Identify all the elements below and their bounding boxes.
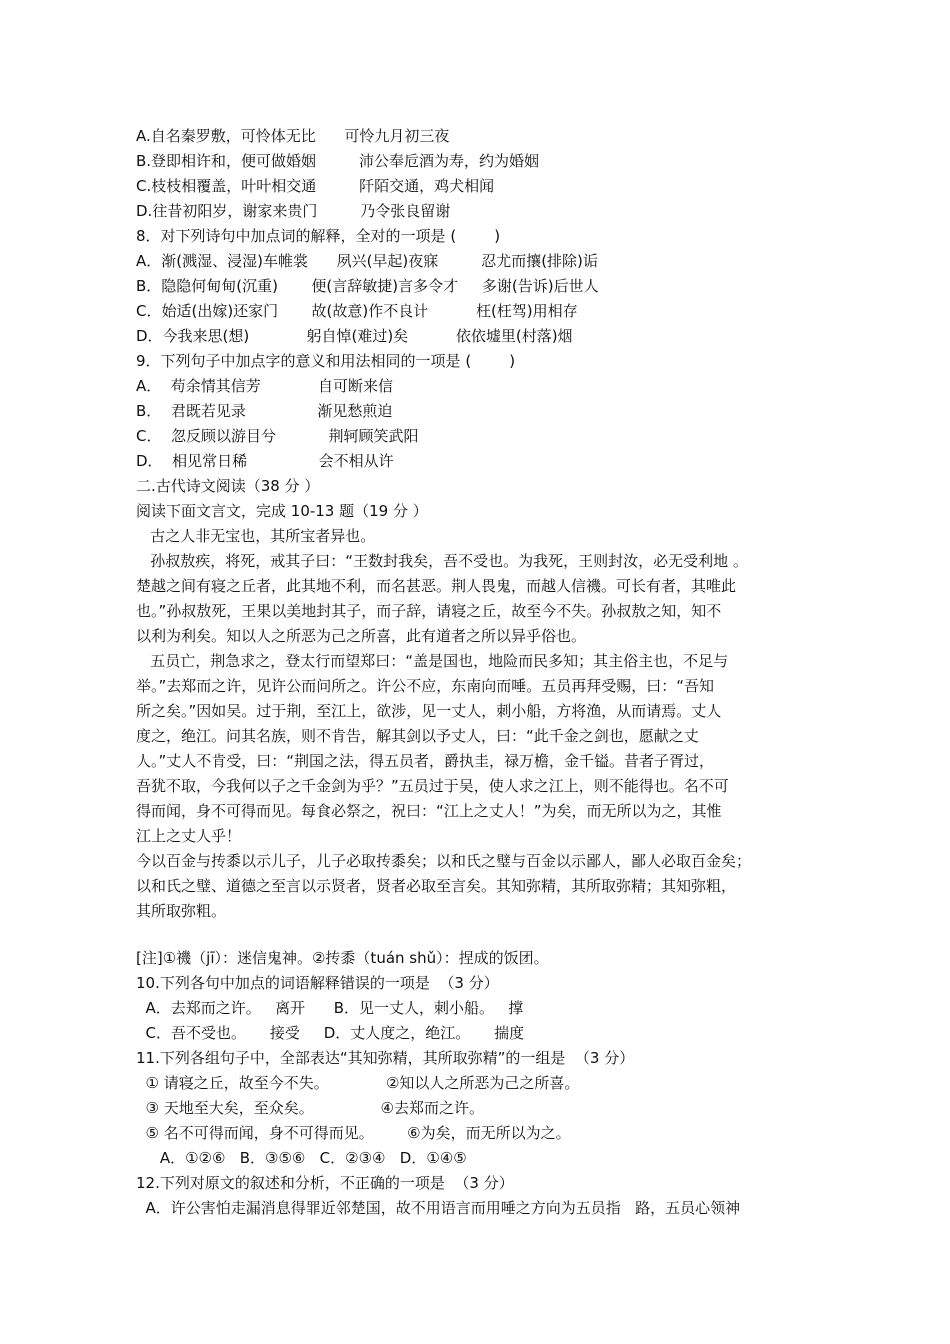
passage-line: 度之，绝江。问其名族，则不肯告，解其剑以予丈人，曰：“此千金之剑也，愿献之丈	[136, 727, 699, 745]
q8-option-a: A．渐(溅湿、浸湿)车帷裳 夙兴(早起)夜寐 忍尤而攘(排除)诟	[136, 252, 598, 270]
passage-line: 得而闻，身不可得而见。每食必祭之，祝曰：“江上之丈人！”为矣，而无所以为之，其惟	[136, 802, 722, 820]
question-8: 8．对下列诗句中加点词的解释，全对的一项是 ( )	[136, 227, 501, 245]
question-9: 9．下列句子中加点字的意义和用法相同的一项是 ( )	[136, 352, 516, 370]
passage-line: 以利为利矣。知以人之所恶为己之所喜，此有道者之所以异乎俗也。	[136, 627, 587, 645]
passage-line: 今以百金与抟黍以示儿子，儿子必取抟黍矣；以和氏之璧与百金以示鄙人，鄙人必取百金矣；	[136, 852, 752, 870]
passage-line: 楚越之间有寝之丘者，此其地不利，而名甚恶。荆人畏鬼，而越人信禨。可长有者，其唯此	[136, 577, 737, 595]
passage-line: 吾犹不取，今我何以子之千金剑为乎？”五员过于吴，使人求之江上，则不能得也。名不可	[136, 777, 729, 795]
passage-line: 江上之丈人乎！	[136, 827, 242, 845]
passage-line: 举。”去郑而之许，见许公而问所之。许公不应，东南向而唾。五员再拜受赐，曰：“吾知	[136, 677, 715, 695]
q10-options-cd: C．吾不受也。 接受 D．丈人度之，绝江。 揣度	[136, 1024, 525, 1042]
q12-option-a: A．许公害怕走漏消息得罪近邻楚国，故不用语言而用唾之方向为五员指 路，五员心领神	[136, 1199, 741, 1217]
annotation-note: [注]①禨（jī）：迷信鬼神。②抟黍（tuán shǔ）：捏成的饭团。	[136, 949, 549, 967]
q9-option-c: C． 忽反顾以游目兮 荆轲顾笑武阳	[136, 427, 419, 445]
q11-items: ① 请寝之丘，故至今不失。 ②知以人之所恶为己之所喜。	[136, 1074, 580, 1092]
option-c-line: C.枝枝相覆盖，叶叶相交通 阡陌交通，鸡犬相闻	[136, 177, 495, 195]
q11-options: A．①②⑥ B．③⑤⑥ C．②③④ D．①④⑤	[136, 1149, 467, 1167]
reading-instruction: 阅读下面文言文，完成 10-13 题（19 分 ）	[136, 502, 428, 520]
q11-items: ③ 天地至大矣，至众矣。 ④去郑而之许。	[136, 1099, 484, 1117]
passage-line: 所之矣。”因如吴。过于荆，至江上，欲涉，见一丈人，刺小船，方将渔，从而请焉。丈人	[136, 702, 722, 720]
passage-line: 也。”孙叔敖死，王果以美地封其子，而子辞，请寝之丘，故至今不失。孙叔敖之知，知不	[136, 602, 722, 620]
q10-options-ab: A．去郑而之许。 离开 B．见一丈人，刺小船。 撑	[136, 999, 524, 1017]
passage-line: 五员亡，荆急求之，登太行而望郑曰：“盖是国也，地险而民多知；其主俗主也，不足与	[136, 652, 729, 670]
option-a-line: A.自名秦罗敷，可怜体无比 可怜九月初三夜	[136, 127, 450, 145]
option-d-line: D.往昔初阳岁，谢家来贵门 乃令张良留谢	[136, 202, 451, 220]
q8-option-b: B．隐隐何甸甸(沉重) 便(言辞敏捷)言多令才 多谢(告诉)后世人	[136, 277, 599, 295]
passage-line: 孙叔敖疾，将死，戒其子曰：“王数封我矣，吾不受也。为我死，王则封汝，必无受利地 。	[136, 552, 748, 570]
question-11: 11.下列各组句子中，全部表达“其知弥精，其所取弥精”的一组是 （3 分）	[136, 1049, 635, 1067]
q11-items: ⑤ 名不可得而闻，身不可得而见。 ⑥为矣，而无所以为之。	[136, 1124, 571, 1142]
q9-option-b: B． 君既若见录 渐见愁煎迫	[136, 402, 393, 420]
passage-line: 古之人非无宝也，其所宝者异也。	[136, 527, 376, 545]
passage-line: 以和氏之璧、道德之至言以示贤者，贤者必取至言矣。其知弥精，其所取弥精；其知弥粗，	[136, 877, 737, 895]
q8-option-c: C．始适(出嫁)还家门 故(故意)作不良计 枉(枉驾)用相存	[136, 302, 578, 320]
q9-option-a: A． 苟余情其信芳 自可断来信	[136, 377, 394, 395]
passage-line: 人。”丈人不肯受，曰：“荆国之法，得五员者，爵执圭，禄万檐，金千镒。昔者子胥过，	[136, 752, 715, 770]
passage-line: 其所取弥粗。	[136, 902, 227, 920]
q9-option-d: D． 相见常日稀 会不相从许	[136, 452, 394, 470]
question-10: 10.下列各句中加点的词语解释错误的一项是 （3 分）	[136, 974, 499, 992]
q8-option-d: D．今我来思(想) 躬自悼(难过)矣 依依墟里(村落)烟	[136, 327, 573, 345]
question-12: 12.下列对原文的叙述和分析，不正确的一项是 （3 分）	[136, 1174, 514, 1192]
option-b-line: B.登即相许和，便可做婚姻 沛公奉卮酒为寿，约为婚姻	[136, 152, 539, 170]
section-heading: 二.古代诗文阅读（38 分 ）	[136, 477, 320, 495]
